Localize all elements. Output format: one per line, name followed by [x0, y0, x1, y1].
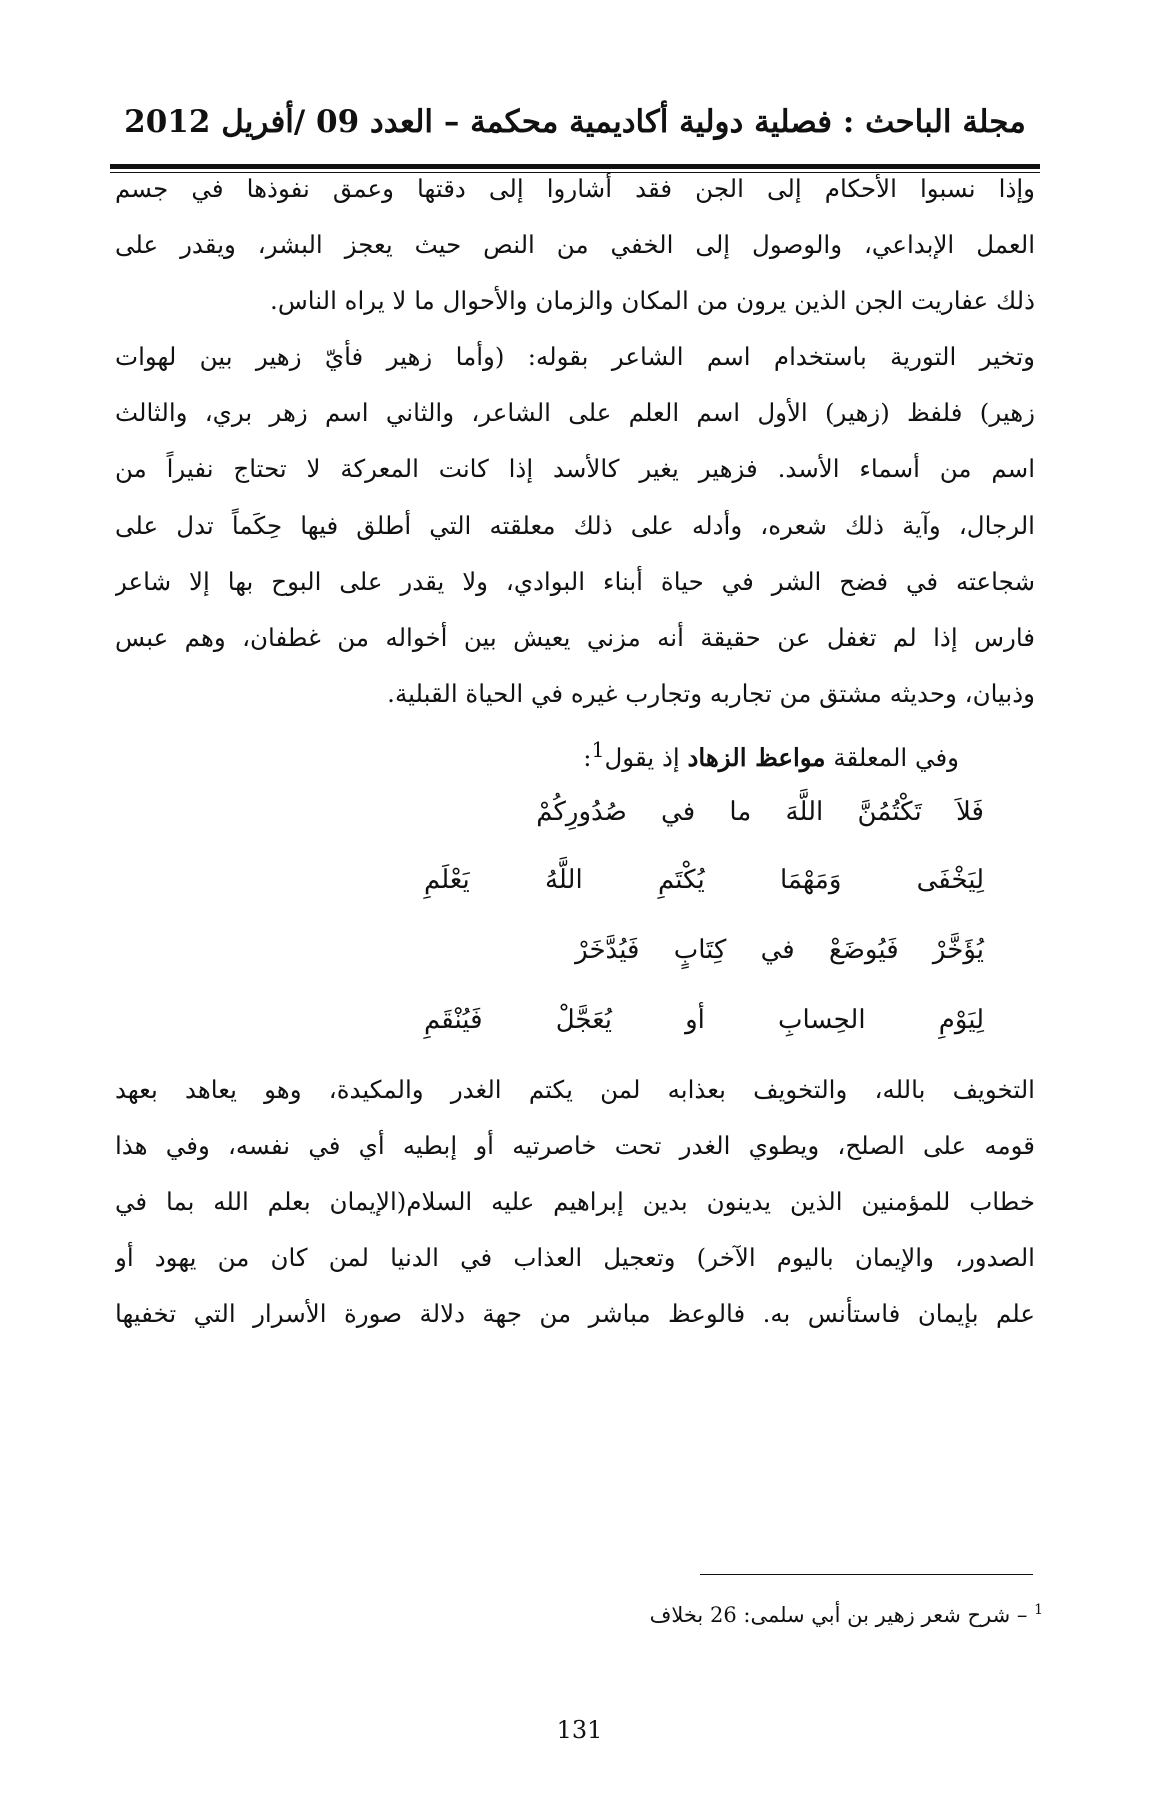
paragraph1-line: وإذا نسبوا الأحكام إلى الجن فقد أشاروا إلى دقتها وعمق نفوذها في جسم [115, 174, 1035, 203]
verse-word: لِيَخْفَى [916, 865, 985, 895]
paragraph2-line: شجاعته في فضح الشر في حياة أبناء البوادي، ولا يقدر على البوح بها إلا شاعر [115, 567, 1035, 596]
footnote-separator [700, 1574, 1033, 1575]
footnote-reference: 1 [591, 738, 605, 762]
verse-word: في [760, 935, 795, 965]
paragraph1-line: العمل الإبداعي، والوصول إلى الخفي من النص حيث يعجز البشر، ويقدر على [115, 230, 1035, 259]
footnote-text: – شرح شعر زهير بن أبي سلمى: 26 بخلاف [649, 1603, 1028, 1627]
paragraph2-line: وتخير التورية باستخدام اسم الشاعر بقوله: (وأما زهير فأيّ زهير بين لهوات [115, 342, 1035, 371]
paragraph2-line: اسم من أسماء الأسد. فزهير يغير كالأسد إذا كانت المعركة لا تحتاج نفيراً من [115, 454, 1035, 483]
verse-word: ما [729, 797, 752, 827]
verse-line-3 [575, 928, 984, 972]
verse-word: فَلاَ [956, 797, 984, 827]
verse-word: يُعَجَّلْ [555, 1005, 612, 1035]
paragraph3-line: خطاب للمؤمنين الذين يدينون بدين إبراهيم عليه السلام(الإيمان بعلم الله بما في [115, 1187, 1035, 1216]
footnote [650, 1594, 1043, 1631]
verse-line-1 [536, 790, 984, 834]
paragraph2-line: فارس إذا لم تغفل عن حقيقة أنه مزني يعيش بين أخواله من غطفان، وهم عبس [115, 623, 1035, 652]
verse-word: لِيَوْمِ [938, 1005, 985, 1035]
verse-line-2 [424, 858, 984, 902]
poem-intro-prefix: وفي المعلقة [833, 743, 959, 773]
verse-word: يَعْلَمِ [424, 865, 470, 895]
poem-intro-suffix: إذ يقول [604, 743, 680, 773]
verse-line-4 [424, 998, 984, 1042]
verse-word: أو [685, 1005, 705, 1035]
poem-intro-bold-title: مواعظ الزهاد [687, 743, 826, 773]
paragraph3-line: قومه على الصلح، ويطوي الغدر تحت خاصرتيه أو إبطيه أي في نفسه، وفي هذا [115, 1131, 1035, 1160]
paragraph3-line: علم بإيمان فاستأنس به. فالوعظ مباشر من جهة دلالة صورة الأسرار التي تخفيها [115, 1299, 1035, 1328]
verse-word: تَكْتُمُنَّ [857, 797, 922, 827]
verse-word: وَمَهْمَا [779, 865, 842, 895]
verse-word: في [661, 797, 696, 827]
poem-intro-end: : [583, 743, 592, 773]
footnote-number: 1 [1034, 1602, 1043, 1618]
paragraph1-line: ذلك عفاريت الجن الذين يرون من المكان والزمان والأحوال ما لا يراه الناس. [270, 286, 1035, 315]
verse-word: فَيُوضَعْ [829, 935, 899, 965]
paragraph2-line: زهير) فلفظ (زهير) الأول اسم العلم على الشاعر، والثاني اسم زهر بري، والثالث [115, 398, 1035, 427]
poem-intro-line [583, 730, 959, 778]
verse-word: يُؤَخَّرْ [932, 935, 984, 965]
paragraph2-line: وذبيان، وحديثه مشتق من تجاربه وتجارب غيره في الحياة القبلية. [387, 679, 1035, 708]
verse-word: كِتَابٍ [673, 935, 727, 965]
verse-word: اللَّهَ [785, 797, 824, 827]
paragraph2-line: الرجال، وآية ذلك شعره، وأدله على ذلك معلقته التي أطلق فيها حِكَماً تدل على [115, 511, 1035, 540]
paragraph3-line: التخويف بالله، والتخويف بعذابه لمن يكتم الغدر والمكيدة، وهو يعاهد بعهد [115, 1075, 1035, 1104]
verse-word: صُدُورِكُمْ [536, 797, 627, 827]
verse-word: الحِسابِ [778, 1005, 866, 1035]
verse-word: فَيُنْقَمِ [424, 1005, 483, 1035]
verse-word: فَيُدَّخَرْ [575, 935, 640, 965]
paragraph3-line: الصدور، والإيمان باليوم الآخر) وتعجيل العذاب في الدنيا لمن كان من يهود أو [115, 1243, 1035, 1272]
page-number: 131 [556, 1716, 603, 1744]
journal-header-title: مجلة الباحث : فصلية دولية أكاديمية محكمة – العدد 09 /أفريل 2012 [124, 104, 1026, 140]
verse-word: اللَّهُ [544, 865, 583, 895]
verse-word: يُكْتَمِ [657, 865, 705, 895]
